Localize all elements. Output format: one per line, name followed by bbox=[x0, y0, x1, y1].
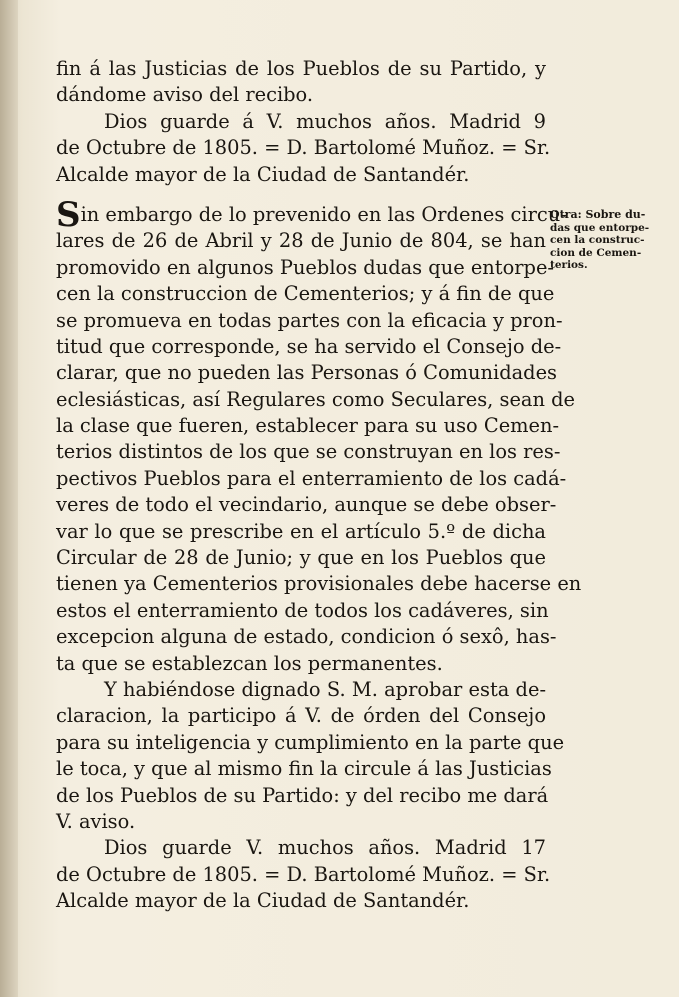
text-line: de Octubre de 1805. = D. Bartolomé Muñoz. = Sr. bbox=[56, 136, 551, 160]
text-line: estos el enterramiento de todos los cadáveres, sin bbox=[56, 598, 549, 622]
page-binding-shadow bbox=[0, 0, 18, 997]
text-line: veres de todo el vecindario, aunque se debe obser- bbox=[56, 493, 557, 517]
text-line: Dios guarde á V. muchos años. Madrid 9 bbox=[104, 109, 546, 133]
text-line: claracion, la participo á V. de órden del Consejo bbox=[56, 704, 546, 728]
marginal-note-line: das que entorpe- bbox=[550, 221, 650, 234]
text-line: titud que corresponde, se ha servido el Consejo de- bbox=[56, 334, 562, 358]
text-line: promovido en algunos Pueblos dudas que entorpe- bbox=[56, 255, 554, 279]
text-line: excepcion alguna de estado, condicion ó sexô, has- bbox=[56, 625, 557, 649]
marginal-note-line: terios. bbox=[550, 259, 588, 272]
text-line: de los Pueblos de su Partido: y del recibo me dará bbox=[56, 783, 549, 807]
text-line: se promueva en todas partes con la eficacia y pron- bbox=[56, 308, 563, 332]
text-line: fin á las Justicias de los Pueblos de su Partido, y bbox=[56, 57, 546, 80]
text-line: clarar, que no pueden las Personas ó Comunidades bbox=[56, 361, 558, 385]
text-line-with-drop-cap bbox=[56, 194, 567, 235]
text-line: var lo que se prescribe en el artículo 5.º de dicha bbox=[56, 519, 546, 543]
marginal-note-line: cion de Cemen- bbox=[550, 246, 642, 259]
text-line: pectivos Pueblos para el enterramiento de los cadá- bbox=[56, 466, 567, 490]
text-line: Circular de 28 de Junio; y que en los Pueblos que bbox=[56, 546, 546, 570]
text-line: para su inteligencia y cumplimiento en la parte que bbox=[56, 730, 565, 754]
text-line: Alcalde mayor de la Ciudad de Santandér. bbox=[56, 889, 470, 913]
text-line: dándome aviso del recibo. bbox=[56, 83, 314, 107]
drop-cap: S bbox=[56, 194, 81, 235]
text-line: le toca, y que al mismo fin la circule á las Justicias bbox=[56, 757, 552, 781]
text-line: Dios guarde V. muchos años. Madrid 17 bbox=[104, 836, 546, 860]
marginal-note bbox=[550, 209, 650, 272]
text-line: Alcalde mayor de la Ciudad de Santandér. bbox=[56, 162, 470, 186]
text-line: tienen ya Cementerios provisionales debe hacerse en bbox=[56, 572, 582, 596]
body-text bbox=[56, 56, 582, 915]
text-line: ta que se establezcan los permanentes. bbox=[56, 651, 443, 675]
text-line: in embargo de lo prevenido en las Ordenes circu- bbox=[80, 202, 567, 226]
marginal-note-line: cen la construc- bbox=[550, 234, 645, 247]
text-line: V. aviso. bbox=[56, 809, 136, 833]
text-line: terios distintos de los que se construyan en los res- bbox=[56, 440, 561, 464]
marginal-note-line: Otra: Sobre du- bbox=[550, 208, 646, 221]
text-line: lares de 26 de Abril y 28 de Junio de 804, se han bbox=[56, 229, 546, 253]
text-line: la clase que fueren, establecer para su uso Cemen- bbox=[56, 414, 560, 438]
text-line: de Octubre de 1805. = D. Bartolomé Muñoz. = Sr. bbox=[56, 862, 551, 886]
text-line: Y habiéndose dignado S. M. aprobar esta de- bbox=[104, 677, 546, 701]
text-line: eclesiásticas, así Regulares como Seculares, sean de bbox=[56, 387, 576, 411]
text-line: cen la construccion de Cementerios; y á fin de que bbox=[56, 282, 555, 306]
